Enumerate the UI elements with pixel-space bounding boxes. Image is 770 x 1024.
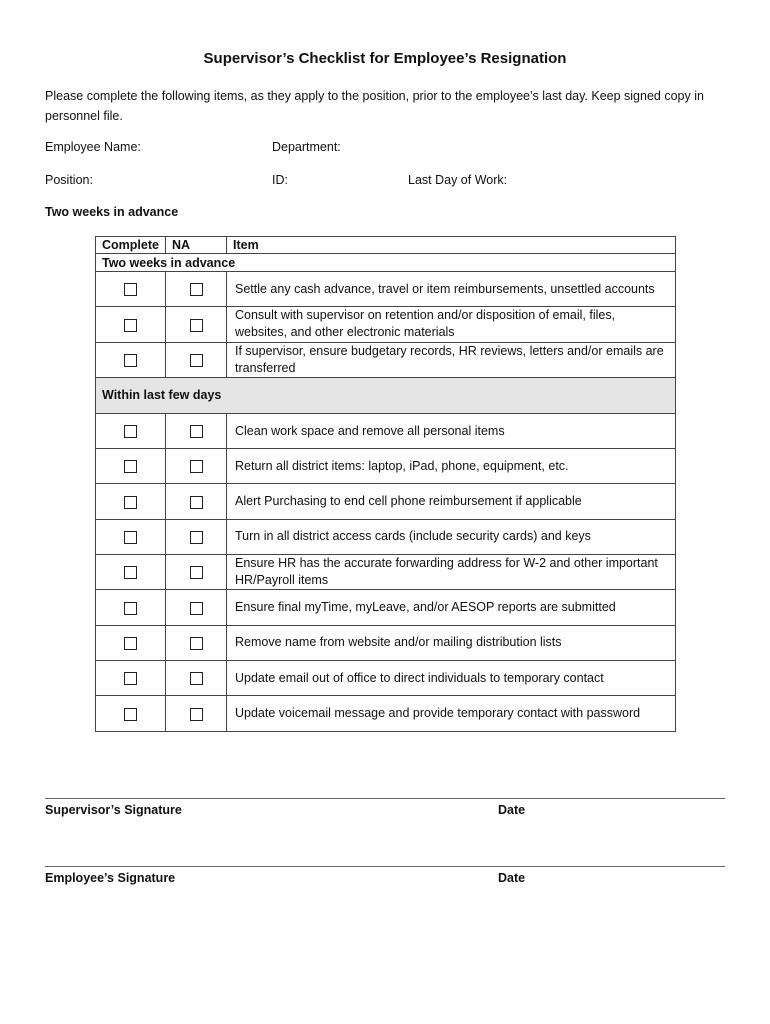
complete-checkbox-cell [96, 307, 166, 342]
complete-checkbox[interactable] [124, 602, 137, 615]
table-row [96, 272, 676, 307]
last-day-field[interactable]: Last Day of Work: [408, 173, 508, 187]
na-checkbox[interactable] [190, 708, 203, 721]
complete-checkbox-cell [96, 625, 166, 660]
na-checkbox[interactable] [190, 602, 203, 615]
section-heading: Two weeks in advance [45, 205, 179, 219]
checklist-item-text: Settle any cash advance, travel or item reimbursements, unsettled accounts [227, 272, 676, 307]
complete-checkbox[interactable] [124, 496, 137, 509]
checklist-item-text: Alert Purchasing to end cell phone reimbursement if applicable [227, 484, 676, 519]
header-item: Item [227, 237, 676, 254]
checklist-item-text: Ensure HR has the accurate forwarding address for W-2 and other important HR/Payroll items [227, 555, 676, 590]
na-checkbox[interactable] [190, 566, 203, 579]
na-checkbox-cell [166, 449, 227, 484]
na-checkbox[interactable] [190, 319, 203, 332]
complete-checkbox-cell [96, 555, 166, 590]
intro-text: Please complete the following items, as they apply to the position, prior to the employee’s last day. Keep signed copy in personnel file. [45, 89, 704, 123]
table-row [96, 449, 676, 484]
section-header-row [96, 254, 676, 272]
table-row [96, 484, 676, 519]
na-checkbox[interactable] [190, 637, 203, 650]
table-row [96, 307, 676, 342]
na-checkbox-cell [166, 555, 227, 590]
complete-checkbox-cell [96, 449, 166, 484]
na-checkbox-cell [166, 696, 227, 731]
header-complete: Complete [96, 237, 166, 254]
table-row [96, 625, 676, 660]
header-na: NA [166, 237, 227, 254]
complete-checkbox[interactable] [124, 531, 137, 544]
na-checkbox[interactable] [190, 425, 203, 438]
checklist-item-text: Consult with supervisor on retention and/or disposition of email, files, websites, and other electronic materials [227, 307, 676, 342]
complete-checkbox[interactable] [124, 283, 137, 296]
na-checkbox[interactable] [190, 354, 203, 367]
complete-checkbox-cell [96, 660, 166, 695]
checklist-item-text: Clean work space and remove all personal items [227, 413, 676, 448]
na-checkbox-cell [166, 660, 227, 695]
complete-checkbox-cell [96, 484, 166, 519]
complete-checkbox[interactable] [124, 672, 137, 685]
complete-checkbox[interactable] [124, 319, 137, 332]
na-checkbox[interactable] [190, 531, 203, 544]
page-title: Supervisor’s Checklist for Employee’s Resignation [203, 50, 567, 67]
checklist-table [95, 236, 676, 732]
checklist-item-text: Ensure final myTime, myLeave, and/or AESOP reports are submitted [227, 590, 676, 625]
employee-date-label: Date [498, 871, 526, 885]
checklist-item-text: If supervisor, ensure budgetary records, HR reviews, letters and/or emails are transferred [227, 342, 676, 377]
table-row [96, 342, 676, 377]
table-row [96, 660, 676, 695]
na-checkbox-cell [166, 590, 227, 625]
na-checkbox-cell [166, 413, 227, 448]
employee-signature-line[interactable] [45, 866, 725, 867]
na-checkbox[interactable] [190, 672, 203, 685]
supervisor-signature-label: Supervisor’s Signature [45, 803, 182, 817]
checklist-item-text: Update email out of office to direct individuals to temporary contact [227, 660, 676, 695]
supervisor-date-label: Date [498, 803, 526, 817]
complete-checkbox[interactable] [124, 460, 137, 473]
employee-signature-label: Employee’s Signature [45, 871, 176, 885]
position-field[interactable]: Position: [45, 173, 93, 187]
complete-checkbox-cell [96, 342, 166, 377]
complete-checkbox[interactable] [124, 425, 137, 438]
na-checkbox-cell [166, 484, 227, 519]
checklist-item-text: Turn in all district access cards (include security cards) and keys [227, 519, 676, 554]
na-checkbox[interactable] [190, 460, 203, 473]
section-header-label: Within last few days [96, 377, 676, 413]
complete-checkbox[interactable] [124, 637, 137, 650]
table-row [96, 555, 676, 590]
complete-checkbox-cell [96, 696, 166, 731]
na-checkbox-cell [166, 307, 227, 342]
complete-checkbox[interactable] [124, 708, 137, 721]
complete-checkbox-cell [96, 272, 166, 307]
na-checkbox[interactable] [190, 283, 203, 296]
supervisor-signature-line[interactable] [45, 798, 725, 799]
na-checkbox[interactable] [190, 496, 203, 509]
table-row [96, 519, 676, 554]
complete-checkbox-cell [96, 413, 166, 448]
department-field[interactable]: Department: [272, 140, 341, 154]
na-checkbox-cell [166, 342, 227, 377]
checklist-item-text: Remove name from website and/or mailing distribution lists [227, 625, 676, 660]
employee-name-field[interactable]: Employee Name: [45, 140, 141, 154]
section-header-row [96, 377, 676, 413]
complete-checkbox-cell [96, 590, 166, 625]
checklist-item-text: Return all district items: laptop, iPad, phone, equipment, etc. [227, 449, 676, 484]
complete-checkbox[interactable] [124, 354, 137, 367]
complete-checkbox[interactable] [124, 566, 137, 579]
table-row [96, 413, 676, 448]
na-checkbox-cell [166, 625, 227, 660]
table-row [96, 590, 676, 625]
complete-checkbox-cell [96, 519, 166, 554]
na-checkbox-cell [166, 272, 227, 307]
section-header-label: Two weeks in advance [96, 254, 676, 272]
na-checkbox-cell [166, 519, 227, 554]
checklist-item-text: Update voicemail message and provide temporary contact with password [227, 696, 676, 731]
table-row [96, 696, 676, 731]
id-field[interactable]: ID: [272, 173, 288, 187]
